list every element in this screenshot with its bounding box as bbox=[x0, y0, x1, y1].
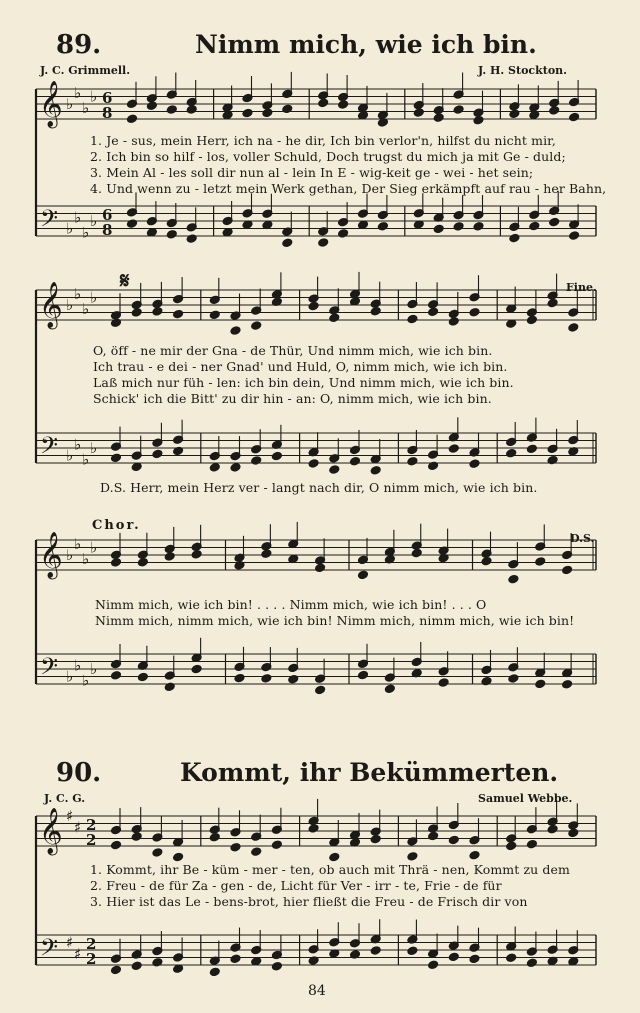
sharp-icon: ♯ bbox=[74, 944, 82, 963]
note-head bbox=[318, 238, 329, 247]
flat-icon: ♭ bbox=[74, 208, 82, 227]
note-head bbox=[535, 557, 546, 566]
flat-icon: ♭ bbox=[74, 284, 82, 303]
note-head bbox=[473, 222, 484, 231]
time-signature: 2 bbox=[86, 935, 97, 953]
flat-icon: ♭ bbox=[82, 98, 90, 117]
flat-icon: ♭ bbox=[90, 288, 98, 307]
note-head bbox=[370, 946, 381, 955]
note-head bbox=[338, 229, 349, 238]
bass-clef-icon: 𝄢 bbox=[40, 933, 59, 967]
note-head bbox=[131, 961, 142, 970]
note-head bbox=[509, 233, 520, 242]
note-head bbox=[186, 105, 197, 114]
note-head bbox=[308, 459, 319, 468]
note-head bbox=[448, 952, 459, 961]
note-head bbox=[448, 317, 459, 326]
note-head bbox=[137, 672, 148, 681]
flat-icon: ♭ bbox=[66, 446, 74, 465]
note-head bbox=[131, 462, 142, 471]
note-head bbox=[547, 298, 558, 307]
note-head bbox=[315, 563, 326, 572]
flat-icon: ♭ bbox=[82, 223, 90, 242]
note-head bbox=[453, 105, 464, 114]
note-head bbox=[191, 550, 202, 559]
note-head bbox=[350, 457, 361, 466]
note-head bbox=[526, 958, 537, 967]
note-head bbox=[370, 466, 381, 475]
note-head bbox=[568, 323, 579, 332]
note-head bbox=[131, 832, 142, 841]
note-head bbox=[384, 684, 395, 693]
note-head bbox=[251, 847, 262, 856]
note-head bbox=[370, 834, 381, 843]
note-head bbox=[508, 674, 519, 683]
flat-icon: ♭ bbox=[90, 538, 98, 557]
note-head bbox=[506, 841, 517, 850]
note-head bbox=[111, 318, 122, 327]
hymn-89-refrain-3: Laß mich nur füh - len: ich bin dein, Und nimm mich, wie ich bin. bbox=[93, 375, 514, 390]
note-head bbox=[549, 106, 560, 115]
note-head bbox=[131, 308, 142, 317]
note-head bbox=[358, 670, 369, 679]
note-head bbox=[127, 219, 138, 228]
note-head bbox=[164, 552, 175, 561]
note-head bbox=[308, 301, 319, 310]
flat-icon: ♭ bbox=[66, 219, 74, 238]
note-head bbox=[127, 114, 138, 123]
note-head bbox=[469, 459, 480, 468]
bass-clef-icon: 𝄢 bbox=[40, 652, 59, 686]
note-head bbox=[152, 449, 163, 458]
hymn-89-title: Nimm mich, wie ich bin. bbox=[195, 30, 537, 59]
chorus-lyric-2: Nimm mich, nimm mich, wie ich bin! Nimm mich, nimm mich, wie ich bin! bbox=[95, 613, 575, 628]
hymn-89-verse-2: 2. Ich bin so hilf - los, voller Schuld, Doch trugst du mich ja mit Ge - duld; bbox=[90, 149, 566, 164]
sharp-icon: ♯ bbox=[66, 933, 74, 952]
note-head bbox=[509, 109, 520, 118]
hymn-90-verse-1: 1. Kommt, ihr Be - küm - mer - ten, ob auch mit Thrä - nen, Kommt zu dem bbox=[90, 862, 570, 877]
hymn-90-title: Kommt, ihr Bekümmerten. bbox=[180, 758, 559, 787]
note-head bbox=[152, 958, 163, 967]
chorus-lyric-1: Nimm mich, wie ich bin! . . . . Nimm mich, wie ich bin! . . . O bbox=[95, 597, 487, 612]
hymn-89-verse-4: 4. Und wenn zu - letzt mein Werk gethan, Der Sieg erkämpft auf rau - her Bahn, bbox=[90, 181, 607, 196]
note-head bbox=[261, 674, 272, 683]
note-head bbox=[173, 309, 184, 318]
fine-mark: Fine. bbox=[566, 281, 597, 294]
note-head bbox=[111, 453, 122, 462]
note-head bbox=[526, 315, 537, 324]
note-head bbox=[549, 217, 560, 226]
note-head bbox=[111, 840, 122, 849]
note-head bbox=[569, 112, 580, 121]
time-signature: 8 bbox=[102, 104, 113, 122]
ds-mark: D.S. bbox=[570, 532, 595, 545]
note-head bbox=[173, 852, 184, 861]
bass-clef-icon: 𝄢 bbox=[40, 204, 59, 238]
page-number: 84 bbox=[308, 983, 326, 999]
note-head bbox=[433, 224, 444, 233]
hymn-89-refrain-2: Ich trau - e dei - ner Gnad' und Huld, O, nimm mich, wie ich bin. bbox=[93, 359, 508, 374]
note-head bbox=[448, 835, 459, 844]
flat-icon: ♭ bbox=[66, 546, 74, 564]
note-head bbox=[535, 679, 546, 688]
note-head bbox=[428, 960, 439, 969]
note-head bbox=[251, 321, 262, 330]
note-head bbox=[428, 307, 439, 316]
note-head bbox=[271, 840, 282, 849]
treble-clef-icon: 𝄞 bbox=[39, 808, 63, 854]
hymn-89-composer-left: J. C. Grimmell. bbox=[40, 64, 131, 77]
note-head bbox=[251, 456, 262, 465]
note-head bbox=[433, 113, 444, 122]
note-head bbox=[146, 101, 157, 110]
time-signature: 2 bbox=[86, 816, 97, 834]
note-head bbox=[191, 664, 202, 673]
note-head bbox=[261, 549, 272, 558]
flat-icon: ♭ bbox=[90, 439, 98, 457]
note-head bbox=[329, 465, 340, 474]
flat-icon: ♭ bbox=[74, 435, 82, 454]
note-head bbox=[111, 965, 122, 974]
note-head bbox=[271, 451, 282, 460]
hymn-90-composer-right: Samuel Webbe. bbox=[478, 792, 573, 805]
note-head bbox=[569, 231, 580, 240]
hymn-90-verse-2: 2. Freu - de für Za - gen - de, Licht für Ver - irr - te, Frie - de für bbox=[90, 878, 502, 893]
hymn-89-verse-3: 3. Mein Al - les soll dir nun al - lein In E - wig-keit ge - wei - het sein; bbox=[90, 165, 534, 180]
note-head bbox=[209, 463, 220, 472]
note-head bbox=[137, 558, 148, 567]
flat-icon: ♭ bbox=[66, 296, 74, 314]
note-head bbox=[407, 946, 418, 955]
note-head bbox=[407, 314, 418, 323]
time-signature: 6 bbox=[102, 89, 113, 107]
flat-icon: ♭ bbox=[66, 95, 74, 113]
note-head bbox=[508, 574, 519, 583]
note-head bbox=[529, 221, 540, 230]
note-head bbox=[469, 308, 480, 317]
note-head bbox=[469, 850, 480, 859]
note-head bbox=[318, 98, 329, 107]
treble-clef-icon: 𝄞 bbox=[39, 81, 63, 127]
note-head bbox=[506, 953, 517, 962]
note-head bbox=[448, 444, 459, 453]
note-head bbox=[481, 556, 492, 565]
note-head bbox=[230, 326, 241, 335]
time-signature: 6 bbox=[102, 206, 113, 224]
note-head bbox=[562, 565, 573, 574]
note-head bbox=[506, 448, 517, 457]
hymn-89-refrain-1: O, öff - ne mir der Gna - de Thür, Und nimm mich, wie ich bin. bbox=[93, 343, 493, 358]
segno-sign: 𝄋 bbox=[120, 268, 130, 294]
note-head bbox=[209, 310, 220, 319]
note-head bbox=[469, 954, 480, 963]
bass-clef-icon: 𝄢 bbox=[40, 431, 59, 465]
note-head bbox=[166, 230, 177, 239]
flat-icon: ♭ bbox=[90, 212, 98, 230]
flat-icon: ♭ bbox=[74, 534, 82, 553]
note-head bbox=[288, 674, 299, 683]
flat-icon: ♭ bbox=[82, 450, 90, 469]
note-head bbox=[186, 234, 197, 243]
flat-icon: ♭ bbox=[90, 660, 98, 678]
time-signature: 2 bbox=[86, 831, 97, 849]
hymn-90-number: 90. bbox=[56, 758, 102, 788]
note-head bbox=[428, 831, 439, 840]
note-head bbox=[473, 115, 484, 124]
note-head bbox=[209, 832, 220, 841]
note-head bbox=[407, 457, 418, 466]
note-head bbox=[411, 548, 422, 557]
note-head bbox=[315, 685, 326, 694]
note-head bbox=[230, 843, 241, 852]
hymn-89-verse-1: 1. Je - sus, mein Herr, ich na - he dir, Ich bin verlor'n, hilfst du nicht mir, bbox=[90, 133, 556, 148]
hymn-90-composer-left: J. C. G. bbox=[44, 792, 86, 805]
note-head bbox=[568, 828, 579, 837]
note-head bbox=[338, 100, 349, 109]
note-head bbox=[230, 463, 241, 472]
note-head bbox=[453, 222, 464, 231]
note-head bbox=[407, 852, 418, 861]
flat-icon: ♭ bbox=[66, 667, 74, 686]
note-head bbox=[271, 962, 282, 971]
note-head bbox=[526, 839, 537, 848]
sharp-icon: ♯ bbox=[74, 818, 82, 837]
time-signature: 2 bbox=[86, 950, 97, 968]
note-head bbox=[242, 108, 253, 117]
sharp-icon: ♯ bbox=[66, 807, 74, 825]
treble-clef-icon: 𝄞 bbox=[39, 282, 63, 328]
note-head bbox=[308, 824, 319, 833]
chorus-label: Chor. bbox=[92, 518, 141, 533]
flat-icon: ♭ bbox=[74, 83, 82, 102]
time-signature: 8 bbox=[102, 221, 113, 239]
note-head bbox=[111, 558, 122, 567]
note-head bbox=[262, 108, 273, 117]
flat-icon: ♭ bbox=[82, 299, 90, 318]
hymn-90-verse-3: 3. Hier ist das Le - bens-brot, hier fließt die Freu - de Frisch dir von bbox=[90, 894, 528, 909]
note-head bbox=[526, 444, 537, 453]
hymn-89-refrain-4: Schick' ich die Bitt' zu dir hin - an: O, nimm mich, wie ich bin. bbox=[93, 391, 492, 406]
note-head bbox=[547, 824, 558, 833]
note-head bbox=[377, 222, 388, 231]
flat-icon: ♭ bbox=[90, 87, 98, 106]
flat-icon: ♭ bbox=[74, 656, 82, 675]
note-head bbox=[282, 104, 293, 113]
hymn-89-composer-right: J. H. Stockton. bbox=[478, 64, 567, 77]
note-head bbox=[329, 313, 340, 322]
note-head bbox=[329, 852, 340, 861]
note-head bbox=[370, 307, 381, 316]
ds-lyric-line: D.S. Herr, mein Herz ver - langt nach dir, O nimm mich, wie ich bin. bbox=[100, 480, 538, 495]
note-head bbox=[230, 954, 241, 963]
note-head bbox=[282, 238, 293, 247]
flat-icon: ♭ bbox=[82, 549, 90, 568]
note-head bbox=[438, 678, 449, 687]
note-head bbox=[152, 848, 163, 857]
flat-icon: ♭ bbox=[82, 671, 90, 690]
note-head bbox=[234, 673, 245, 682]
treble-clef-icon: 𝄞 bbox=[39, 532, 63, 578]
note-head bbox=[562, 680, 573, 689]
note-head bbox=[166, 105, 177, 114]
note-head bbox=[152, 307, 163, 316]
note-head bbox=[111, 671, 122, 680]
hymn-89-number: 89. bbox=[56, 30, 102, 60]
note-head bbox=[358, 570, 369, 579]
note-head bbox=[209, 967, 220, 976]
note-head bbox=[413, 108, 424, 117]
